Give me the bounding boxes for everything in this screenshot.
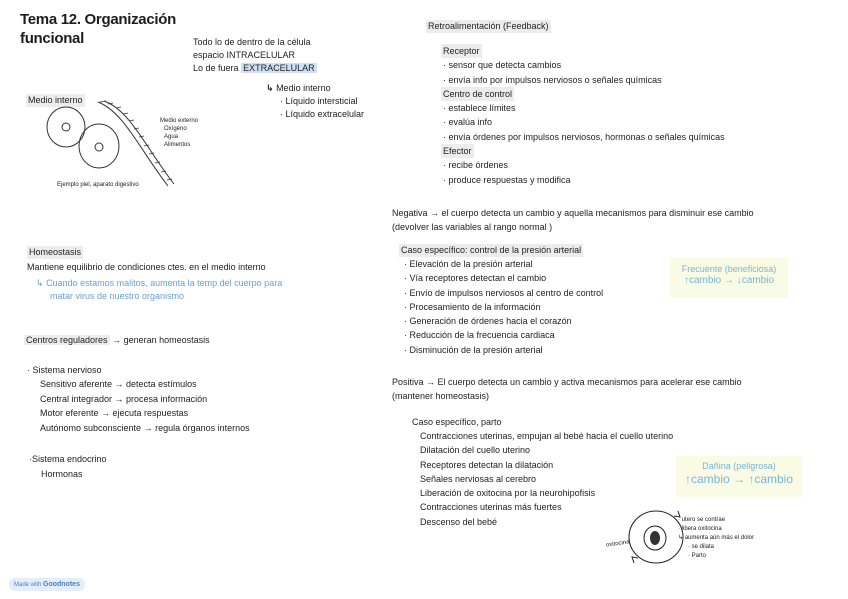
positiva-box-title: Dañina (peligrosa) — [702, 461, 776, 471]
nervioso-item: Autónomo subconsciente → regula órganos internos — [40, 422, 250, 433]
external-item: Alimentos — [164, 142, 191, 148]
baby-shape — [650, 531, 660, 545]
cycle-arrowhead — [632, 557, 638, 563]
title-line-1: Tema 12. Organización — [20, 11, 176, 28]
cycle-steps — [678, 516, 754, 561]
cycle-step: · Parto — [688, 553, 707, 559]
positiva-definition — [392, 375, 742, 403]
cell-outline — [79, 124, 119, 168]
receptor-title: Receptor — [441, 44, 482, 58]
note-line-1: Cuando estamos malitos, aumenta la temp del cuerpo para — [46, 278, 283, 288]
negativa-step: · Reducción de la frecuencia cardiaca — [404, 330, 555, 341]
page-title — [20, 10, 176, 48]
homeostasis-heading: Homeostasis — [29, 247, 82, 257]
positiva-step: Receptores detectan la dilatación — [420, 459, 554, 470]
nervioso-item: Sensitivo aferente → detecta estímulos — [40, 379, 197, 389]
cycle-oxitocina-label: oxitocina — [605, 539, 630, 549]
cell-line-1: Todo lo de dentro de la célula — [193, 37, 311, 47]
positiva-step: Contracciones uterinas más fuertes — [420, 502, 562, 513]
positiva-case-title: Caso específico, parto — [412, 417, 502, 427]
centros-heading: Centros reguladores — [26, 335, 108, 345]
negativa-step: · Generación de órdenes hacia el corazón — [404, 316, 572, 327]
cell-line-2: espacio INTRACELULAR — [193, 50, 296, 60]
medio-interno-branch — [266, 82, 364, 121]
homeostasis-definition: Mantiene equilibrio de condiciones ctes. en el medio interno — [27, 262, 266, 272]
negativa-definition — [392, 206, 754, 234]
feedback-heading: Retroalimentación (Feedback) — [428, 21, 549, 31]
receptor-item: · envía info por impulsos nerviosos o señales químicas — [443, 74, 662, 85]
external-item: Agua — [164, 134, 179, 140]
negativa-box-text: ↑cambio → ↓cambio — [683, 275, 775, 286]
negativa-step: · Procesamiento de la información — [404, 301, 541, 312]
negativa-box-title: Frecuente (beneficiosa) — [681, 264, 777, 274]
efector-title: Efector — [441, 144, 474, 158]
sistema-nervioso-heading: · Sistema nervioso — [27, 365, 102, 375]
centro-item: · establece límites — [443, 103, 516, 114]
note-line-2: matar virus de nuestro organismo — [50, 291, 185, 301]
negativa-case-title: Caso específico: control de la presión arterial — [401, 245, 582, 255]
sistema-endocrino-heading: ·Sistema endocrino — [29, 454, 107, 464]
endocrino-item: Hormonas — [41, 469, 83, 479]
external-item: Oxígeno — [164, 126, 187, 132]
centros-reguladores — [24, 334, 210, 347]
cell-description — [193, 36, 317, 75]
positiva-step: Contracciones uterinas, empujan al bebé hacia el cuello uterino — [420, 431, 674, 441]
title-line-2: funcional — [20, 30, 84, 47]
nervioso-item: Motor eferente → ejecuta respuestas — [40, 408, 189, 418]
centro-item: · evalúa info — [443, 117, 493, 128]
positiva-step: Liberación de oxitocina por la neurohipofisis — [420, 488, 596, 499]
negativa-step: · Disminución de la presión arterial — [404, 344, 543, 355]
cycle-step: ↳ aumenta aún más el dolor — [678, 535, 755, 541]
external-title: Medio externo — [160, 118, 199, 124]
membrane-line — [98, 102, 168, 186]
liquid-item: · Líquido intersticial — [280, 96, 358, 106]
cycle-step: · libera oxitocina — [678, 526, 722, 532]
feedback-components — [441, 44, 725, 187]
negativa-step: · Envío de impulsos nerviosos al centro de control — [404, 287, 604, 298]
positiva-step: Señales nerviosas al cerebro — [420, 473, 537, 484]
negativa-box — [670, 258, 788, 298]
efector-item: · recibe órdenes — [443, 160, 509, 171]
negativa-case — [399, 244, 603, 357]
extracelular-highlight: EXTRACELULAR — [243, 63, 315, 73]
note-arrow: ↳ — [36, 278, 44, 288]
cell-nucleus — [95, 143, 103, 151]
centro-title: Centro de control — [441, 87, 514, 101]
cycle-step: · utero se contrae — [678, 517, 726, 523]
cell-nucleus — [62, 123, 70, 131]
negativa-line-1: Negativa → el cuerpo detecta un cambio y aquella mecanismos para disminuir ese cambio — [392, 208, 754, 218]
medio-interno-label: ↳ Medio interno — [266, 83, 331, 93]
centro-item: · envía órdenes por impulsos nerviosos, hormonas o señales químicas — [443, 131, 725, 142]
external-medium — [160, 117, 198, 149]
centros-suffix: → generan homeostasis — [112, 335, 210, 345]
sistema-nervioso — [27, 364, 250, 435]
medio-interno-diagram — [40, 100, 180, 192]
negativa-step: · Elevación de la presión arterial — [404, 259, 533, 269]
positiva-step: Dilatación del cuello uterino — [420, 445, 531, 456]
homeostasis-note — [36, 277, 282, 303]
liquid-item: · Líquido extracelular — [280, 109, 365, 119]
cell-line-3: Lo de fuera EXTRACELULAR — [193, 63, 315, 73]
goodnotes-badge: Made with Goodnotes — [9, 578, 85, 591]
positiva-line-1: Positiva → El cuerpo detecta un cambio y activa mecanismos para acelerar ese cambio — [392, 377, 742, 387]
nervioso-item: Central integrador → procesa información — [40, 393, 208, 404]
negativa-line-2: (devolver las variables al rango normal ) — [392, 222, 553, 232]
diagram-heading: Medio interno — [28, 95, 83, 105]
cycle-step: · se dilata — [688, 544, 715, 550]
negativa-step: · Vía receptores detectan el cambio — [404, 273, 547, 284]
sistema-endocrino — [29, 453, 107, 481]
positiva-box — [676, 456, 802, 497]
positiva-box-text: ↑cambio → ↑cambio — [684, 472, 794, 486]
efector-item: · produce respuestas y modifica — [443, 174, 571, 185]
positiva-step: Descenso del bebé — [420, 516, 498, 527]
positiva-line-2: (mantener homeostasis) — [392, 391, 490, 401]
diagram-caption: Ejemplo piel, aparato digestivo — [57, 182, 139, 188]
receptor-item: · sensor que detecta cambios — [443, 60, 562, 71]
